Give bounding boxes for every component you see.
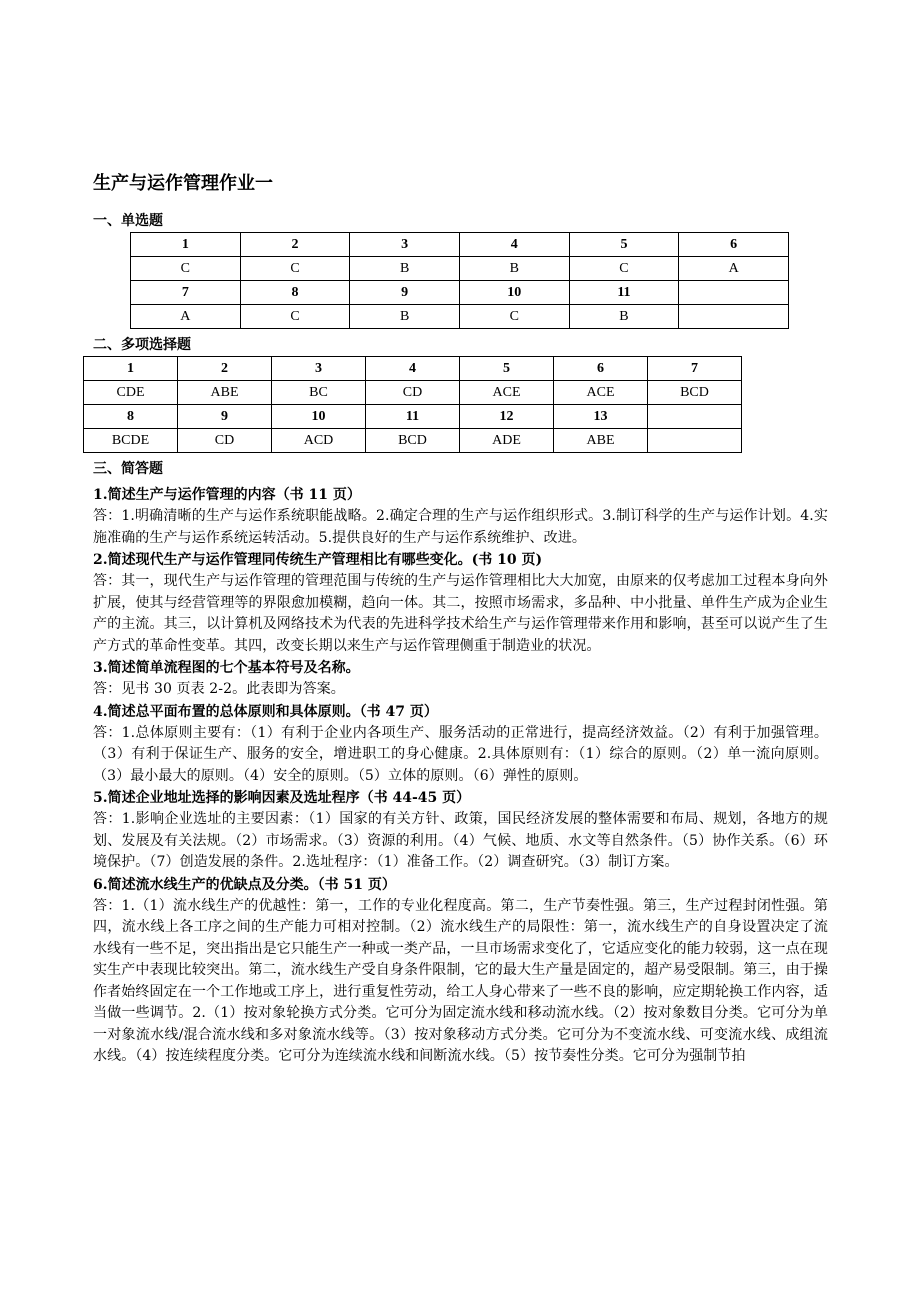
question-number-cell: 2	[240, 233, 350, 257]
multiple-choice-answer-row	[84, 381, 742, 405]
answer-cell: C	[240, 257, 350, 281]
question-heading: 5.简述企业地址选择的影响因素及选址程序（书 44-45 页）	[93, 790, 471, 806]
question-heading: 1.简述生产与运作管理的内容（书 11 页）	[93, 487, 361, 503]
answer-cell: ACE	[460, 381, 554, 405]
question-number-cell	[679, 281, 789, 305]
question-number-cell: 11	[569, 281, 679, 305]
multiple-choice-answer-table	[83, 356, 742, 453]
question-number-cell: 5	[569, 233, 679, 257]
question-heading: 4.简述总平面布置的总体原则和具体原则。（书 47 页）	[93, 703, 438, 720]
question-number-cell: 10	[272, 405, 366, 429]
question-number-cell	[648, 405, 742, 429]
answer-cell: C	[240, 305, 350, 329]
answer-cell: ACE	[554, 381, 648, 405]
answer-cell: A	[131, 305, 241, 329]
answer-text: 答：其一，现代生产与运作管理的管理范围与传统的生产与运作管理相比大大加宽，由原来的仅考虑加工过程本身向外扩展，使其与经营管理等的界限愈加模糊，趋向一体。其二，按照市场需求，多品种、中小批量、单件生产成为企业生产的主流。其三，以计算机及网络技术为代表的先进科学技术给生产与运作管理带来作用和影响，甚至可以说产生了生产方式的革命性变革。其四，改变长期以来生产与运作管理侧重于制造业的状况。	[93, 573, 828, 654]
answer-cell: ABE	[554, 429, 648, 453]
question-number-cell: 3	[272, 357, 366, 381]
answer-cell: BCD	[648, 381, 742, 405]
answer-text: 答：见书 30 页表 2-2。此表即为答案。	[93, 681, 345, 697]
answer-cell: C	[569, 257, 679, 281]
question-number-cell: 7	[131, 281, 241, 305]
question-number-cell: 12	[460, 405, 554, 429]
answer-cell: CD	[178, 429, 272, 453]
answer-cell: B	[569, 305, 679, 329]
multiple-choice-number-row	[84, 405, 742, 429]
answer-cell: C	[459, 305, 569, 329]
answer-cell: BCD	[366, 429, 460, 453]
single-choice-number-row	[131, 281, 789, 305]
question-heading: 3.简述简单流程图的七个基本符号及名称。	[93, 660, 360, 676]
answer-text: 答：1.明确清晰的生产与运作系统职能战略。2.确定合理的生产与运作组织形式。3.制订科学的生产与运作计划。4.实施准确的生产与运作系统运转活动。5.提供良好的生产与运作系统维护、改进。	[93, 508, 828, 546]
answer-text: 答：1.总体原则主要有：（1）有利于企业内各项生产、服务活动的正常进行，提高经济效益。（2）有利于加强管理。（3）有利于保证生产、服务的安全，增进职工的身心健康。2.具体原则有：（1）综合的原则。（2）单一流向原则。（3）最小最大的原则。（4）安全的原则。（5）立体的原则。（6）弹性的原则。	[93, 724, 828, 784]
short-answer-list	[93, 484, 828, 1068]
question-number-cell: 4	[366, 357, 460, 381]
answer-cell: ABE	[178, 381, 272, 405]
section-heading-short-answer: 三、简答题	[93, 461, 163, 477]
question-number-cell: 13	[554, 405, 648, 429]
multiple-choice-number-row	[84, 357, 742, 381]
answer-text: 答：1.（1）流水线生产的优越性：第一，工作的专业化程度高。第二，生产节奏性强。第三，生产过程封闭性强。第四，流水线上各工序之间的生产能力可相对控制。（2）流水线生产的局限性：第一，流水线生产的自身设置决定了流水线有一些不足，突出指出是它只能生产一种或一类产品，一旦市场需求变化了，它适应变化的能力较弱，这一点在现实生产中表现比较突出。第二，流水线生产受自身条件限制，它的最大生产量是固定的，超产易受限制。第三，由于操作者始终固定在一个工作地或工序上，进行重复性劳动，给工人身心带来了一些不良的影响，应定期轮换工作内容，适当做一些调节。2.（1）按对象轮换方式分类。它可分为固定流水线和移动流水线。（2）按对象数目分类。它可分为单一对象流水线/混合流水线和多对象流水线等。（3）按对象移动方式分类。它可分为不变流水线、可变流水线、成组流水线。（4）按连续程度分类。它可分为连续流水线和间断流水线。（5）按节奏性分类。它可分为强制节拍	[93, 897, 828, 1064]
answer-cell: B	[350, 257, 460, 281]
question-number-cell: 3	[350, 233, 460, 257]
answer-cell: ADE	[460, 429, 554, 453]
question-number-cell: 8	[240, 281, 350, 305]
question-number-cell: 1	[84, 357, 178, 381]
answer-cell	[679, 305, 789, 329]
answer-cell: BC	[272, 381, 366, 405]
question-number-cell: 2	[178, 357, 272, 381]
page-title: 生产与运作管理作业一	[93, 173, 273, 194]
section-heading-multiple-choice: 二、多项选择题	[93, 337, 191, 353]
answer-cell: C	[131, 257, 241, 281]
single-choice-number-row	[131, 233, 789, 257]
question-number-cell: 7	[648, 357, 742, 381]
question-number-cell: 8	[84, 405, 178, 429]
question-number-cell: 9	[350, 281, 460, 305]
answer-cell: CD	[366, 381, 460, 405]
question-number-cell: 5	[460, 357, 554, 381]
question-number-cell: 9	[178, 405, 272, 429]
question-heading: 6.简述流水线生产的优缺点及分类。（书 51 页）	[93, 876, 396, 893]
question-number-cell: 11	[366, 405, 460, 429]
answer-cell: B	[350, 305, 460, 329]
question-number-cell: 6	[554, 357, 648, 381]
question-number-cell: 4	[459, 233, 569, 257]
answer-cell: CDE	[84, 381, 178, 405]
answer-cell	[648, 429, 742, 453]
question-heading: 2.简述现代生产与运作管理同传统生产管理相比有哪些变化。(书 10 页)	[93, 552, 543, 568]
answer-cell: B	[459, 257, 569, 281]
section-heading-single-choice: 一、单选题	[93, 213, 163, 229]
single-choice-answer-row	[131, 305, 789, 329]
answer-cell: A	[679, 257, 789, 281]
answer-cell: ACD	[272, 429, 366, 453]
single-choice-answer-row	[131, 257, 789, 281]
question-number-cell: 6	[679, 233, 789, 257]
multiple-choice-answer-row	[84, 429, 742, 453]
answer-cell: BCDE	[84, 429, 178, 453]
question-number-cell: 1	[131, 233, 241, 257]
single-choice-answer-table	[130, 232, 789, 329]
question-number-cell: 10	[459, 281, 569, 305]
answer-text: 答：1.影响企业选址的主要因素：（1）国家的有关方针、政策，国民经济发展的整体需要和布局、规划，各地方的规划、发展及有关法规。（2）市场需求。（3）资源的利用。（4）气候、地质、水文等自然条件。（5）协作关系。（6）环境保护。（7）创造发展的条件。2.选址程序：（1）准备工作。（2）调查研究。（3）制订方案。	[93, 811, 828, 870]
